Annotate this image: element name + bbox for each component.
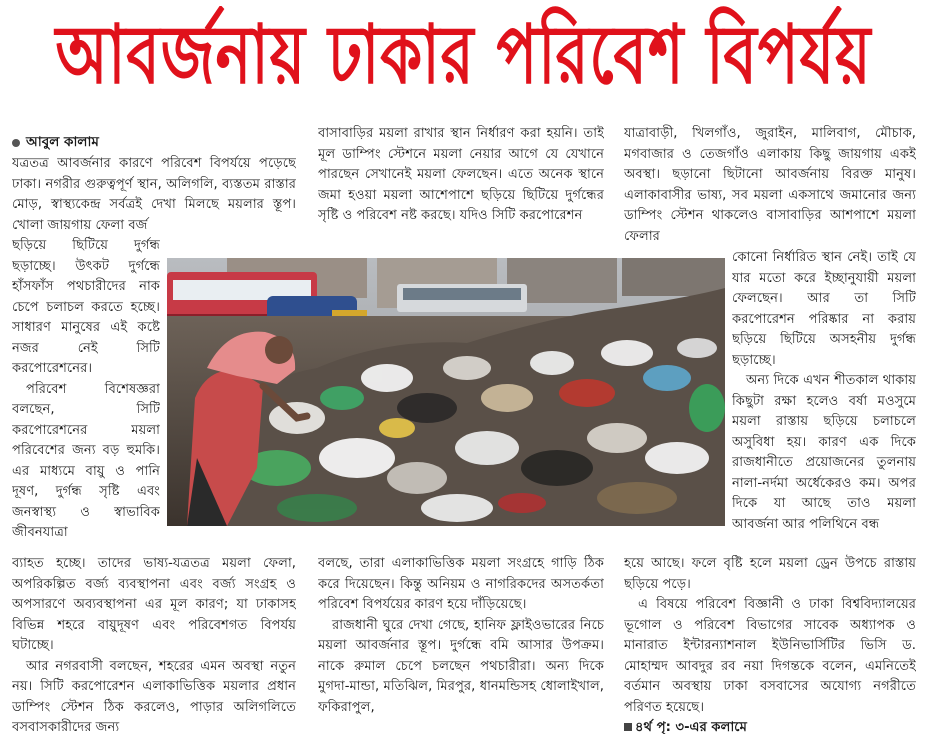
paragraph: অন্য দিকে এখন শীতকাল থাকায় কিছুটা রক্ষা হলেও বর্ষা মওসুমে ময়লা রাস্তায় ছড়িয়ে চলাচলে অসুবিধা হয়। কারণ এক দিকে রাজধানীতে প্রয়োজনের তুলনায় নালা-নর্দমা অর্ধেকেরও কম। অপর দিকে যা আছে তাও ময়লা আবর্জনা আর পলিথিনে বন্ধ [732, 373, 916, 532]
col3-narrow [732, 248, 916, 554]
col3-bottom [624, 554, 916, 734]
paragraph: বলছে, তারা এলাকাভিত্তিক ময়লা সংগ্রহে গাড়ি ঠিক করে দিয়েছেন। কিন্তু অনিয়ম ও নাগরিকদের অসতর্কতা পরিবেশ বিপর্যয়ের কারণ হয়ে দাঁড়িয়েছে। [318, 556, 604, 612]
waste-pile-photo [167, 258, 725, 526]
col2-top [318, 124, 604, 248]
paragraph: পরিবেশ বিশেষজ্ঞরা বলছেন, সিটি করপোরেশনের ময়লা পরিবেশের জন্য বড় হুমকি। এর মাধ্যমে বায়ু ও পানি দূষণ, দুর্গন্ধ সৃষ্টি এবং জনস্বাস্থ্য ও স্বাভাবিক জীবনযাত্রা [12, 381, 160, 540]
paragraph: যত্রতত্র আবর্জনার কারণে পরিবেশ বিপর্যয়ে পড়েছে ঢাকা। নগরীর গুরুত্বপূর্ণ স্থান, অলিগলি, ব্যস্ততম রাস্তার মোড়, স্বাস্থ্যকেন্দ্র সর্বত্রই দেখা মিলছে ময়লার স্তূপ। খোলা জায়গায় ফেলা বর্জ [12, 156, 296, 233]
col1-top [12, 154, 296, 236]
paragraph: হয়ে আছে। ফলে বৃষ্টি হলে ময়লা ড্রেন উপচে রাস্তায় ছড়িয়ে পড়ে। [624, 556, 916, 592]
headline: আবর্জনায় ঢাকার পরিবেশ বিপর্যয় [55, 8, 872, 103]
paragraph: আর নগরবাসী বলছেন, শহরের এমন অবস্থা নতুন নয়। সিটি করপোরেশন এলাকাভিত্তিক ময়লার প্রধান ডাম্পিং স্টেশন ঠিক করলেও, পাড়ার অলিগলিতে বসবাসকারীদের জন্য [12, 658, 296, 734]
jump-reference: ৪র্থ পৃ: ৩-এর কলামে [624, 718, 916, 734]
bullet-icon [12, 139, 20, 147]
byline [12, 131, 99, 154]
paragraph: কোনো নির্ধারিত স্থান নেই। তাই যে যার মতো করে ইচ্ছানুযায়ী ময়লা ফেলছেন। আর তা সিটি করপোরেশন পরিষ্কার না করায় ছড়িয়ে ছিটিয়ে অসহনীয় দুর্গন্ধ ছড়াচ্ছে। [732, 250, 916, 368]
col1-narrow [12, 236, 160, 554]
paragraph: যাত্রাবাড়ী, খিলগাঁও, জুরাইন, মালিবাগ, মৌচাক, মগবাজার ও তেজগাঁও এলাকায় কিছু জায়গায় একই অবস্থা। ছড়ানো ছিটানো আবর্জনায় বিরক্ত মানুষ। এলাকাবাসীর ভাষ্য, সব ময়লা একসাথে জমানোর জন্য ডাম্পিং স্টেশন থাকলেও বাসাবাড়ির আশপাশে ময়লা ফেলার [624, 126, 916, 244]
col1-bottom [12, 554, 296, 734]
paragraph: এ বিষয়ে পরিবেশ বিজ্ঞানী ও ঢাকা বিশ্ববিদ্যালয়ের ভূগোল ও পরিবেশ বিভাগের সাবেক অধ্যাপক ও মানারাত ইন্টারন্যাশনাল ইউনিভার্সিটির ভিসি ড. মোহাম্মদ আবদুর রব নয়া দিগন্তকে বলেন, এমনিতেই বর্তমান অবস্থায় ঢাকা বসবাসের অযোগ্য নগরীতে পরিণত হয়েছে। [624, 597, 916, 715]
paragraph: বাসাবাড়ির ময়লা রাখার স্থান নির্ধারণ করা হয়নি। তাই মূল ডাম্পিং স্টেশনে ময়লা নেয়ার আগে যে যেখানে পারছেন সেখানেই ময়লা ফেলছেন। এতে অনেক স্থানে জমা হওয়া ময়লা আশেপাশে ছড়িয়ে ছিটিয়ে দুর্গন্ধের সৃষ্টি ও পরিবেশ নষ্ট করছে। যদিও সিটি করপোরেশন [318, 126, 604, 223]
photo-illustration [167, 258, 725, 526]
byline-author: আবুল কালাম [26, 134, 99, 150]
col2-bottom [318, 554, 604, 734]
square-icon [624, 723, 632, 731]
col3-top [624, 124, 916, 248]
paragraph: ব্যাহত হচ্ছে। তাদের ভাষ্য-যত্রতত্র ময়লা ফেলা, অপরিকল্পিত বর্জ্য ব্যবস্থাপনা এবং বর্জ্য সংগ্রহ ও অপসারণে অব্যবস্থাপনা এর মূল কারণ; যা ঢাকাসহ বিভিন্ন শহরে বায়ুদূষণ এবং পরিবেশগত বিপর্যয় ঘটাচ্ছে। [12, 556, 296, 653]
paragraph: ছড়িয়ে ছিটিয়ে দুর্গন্ধ ছড়াচ্ছে। উৎকট দুর্গন্ধে হাঁসফাঁস পথচারীদের নাক চেপে চলাচল করতে হচ্ছে। সাধারণ মানুষের এই কষ্টে নজর নেই সিটি করপোরেশনের। [12, 238, 160, 376]
paragraph: রাজধানী ঘুরে দেখা গেছে, হানিফ ফ্লাইওভারের নিচে ময়লা আবর্জনার স্তূপ। দুর্গন্ধে বমি আসার উপক্রম। নাকে রুমাল চেপে চলছেন পথচারীরা। অন্য দিকে মুগদা-মান্ডা, মতিঝিল, মিরপুর, ধানমন্ডিসহ ধোলাইখাল, ফকিরাপুল, [318, 617, 604, 715]
